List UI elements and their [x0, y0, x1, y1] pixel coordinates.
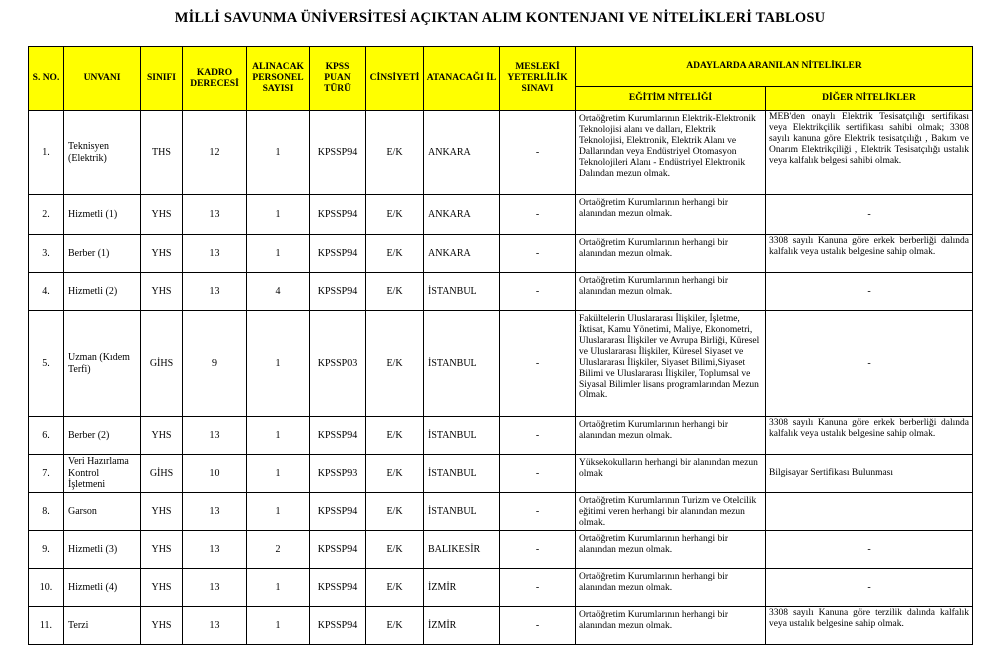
cell-diger: - — [766, 273, 973, 311]
cell-il: İSTANBUL — [424, 311, 500, 417]
cell-egitim: Yüksekokulların herhangi bir alanından mezun olmak — [576, 455, 766, 493]
cell-kadro: 13 — [183, 569, 247, 607]
cell-mesleki: - — [500, 417, 576, 455]
cell-mesleki: - — [500, 569, 576, 607]
cell-kpss: KPSSP94 — [310, 273, 366, 311]
header-cinsiyet: CİNSİYETİ — [366, 47, 424, 111]
cell-sinif: YHS — [141, 607, 183, 645]
cell-kpss: KPSSP94 — [310, 607, 366, 645]
table-row — [29, 417, 973, 455]
cell-alinacak: 1 — [247, 417, 310, 455]
cell-cinsiyet: E/K — [366, 273, 424, 311]
cell-unvan: Uzman (Kıdem Terfi) — [64, 311, 141, 417]
cell-no: 9. — [29, 531, 64, 569]
cell-diger: MEB'den onaylı Elektrik Tesisatçılığı sertifikası veya Elektrikçilik sertifikası sahibi olmak; 3308 sayılı kanuna göre Elektrik tesisatçılığı , Bakım ve Onarım Elektrikçiliği , Elektrik Tesisatçılığı ustalık veya kalfalık belgesi sahibi olmak. — [766, 111, 973, 195]
cell-kpss: KPSSP03 — [310, 311, 366, 417]
cell-kadro: 13 — [183, 235, 247, 273]
cell-diger: - — [766, 195, 973, 235]
cell-cinsiyet: E/K — [366, 311, 424, 417]
document-title: MİLLİ SAVUNMA ÜNİVERSİTESİ AÇIKTAN ALIM KONTENJANI VE NİTELİKLERİ TABLOSU — [174, 10, 826, 26]
cell-cinsiyet: E/K — [366, 235, 424, 273]
positions-table — [28, 46, 973, 645]
cell-sinif: YHS — [141, 273, 183, 311]
table-row — [29, 531, 973, 569]
cell-kadro: 9 — [183, 311, 247, 417]
cell-alinacak: 1 — [247, 569, 310, 607]
cell-mesleki: - — [500, 111, 576, 195]
cell-egitim: Ortaöğretim Kurumlarının Turizm ve Otelcilik eğitimi veren herhangi bir alanından mezun olmak. — [576, 493, 766, 531]
cell-diger: - — [766, 311, 973, 417]
cell-kadro: 13 — [183, 493, 247, 531]
cell-il: ANKARA — [424, 235, 500, 273]
cell-unvan: Hizmetli (1) — [64, 195, 141, 235]
cell-il: İZMİR — [424, 569, 500, 607]
cell-sinif: YHS — [141, 235, 183, 273]
cell-kpss: KPSSP94 — [310, 493, 366, 531]
cell-cinsiyet: E/K — [366, 569, 424, 607]
cell-sinif: GİHS — [141, 311, 183, 417]
cell-il: İSTANBUL — [424, 273, 500, 311]
cell-no: 8. — [29, 493, 64, 531]
cell-alinacak: 1 — [247, 311, 310, 417]
cell-mesleki: - — [500, 195, 576, 235]
cell-mesleki: - — [500, 607, 576, 645]
cell-kadro: 10 — [183, 455, 247, 493]
header-diger: DİĞER NİTELİKLER — [766, 87, 973, 111]
cell-egitim: Ortaöğretim Kurumlarının herhangi bir alanından mezun olmak. — [576, 195, 766, 235]
cell-sinif: YHS — [141, 417, 183, 455]
cell-kadro: 13 — [183, 195, 247, 235]
cell-kadro: 12 — [183, 111, 247, 195]
cell-no: 10. — [29, 569, 64, 607]
table-row — [29, 111, 973, 195]
cell-alinacak: 1 — [247, 455, 310, 493]
cell-diger: Bilgisayar Sertifikası Bulunması — [766, 455, 973, 493]
cell-alinacak: 2 — [247, 531, 310, 569]
cell-kpss: KPSSP94 — [310, 417, 366, 455]
cell-alinacak: 4 — [247, 273, 310, 311]
header-atanacagi: ATANACAĞI İL — [424, 47, 500, 111]
table-row — [29, 569, 973, 607]
table-row — [29, 273, 973, 311]
header-no: S. NO. — [29, 47, 64, 111]
cell-egitim: Ortaöğretim Kurumlarının herhangi bir alanından mezun olmak. — [576, 273, 766, 311]
cell-cinsiyet: E/K — [366, 607, 424, 645]
header-kadro: KADRO DERECESİ — [183, 47, 247, 111]
cell-egitim: Ortaöğretim Kurumlarının herhangi bir alanından mezun olmak. — [576, 531, 766, 569]
cell-cinsiyet: E/K — [366, 531, 424, 569]
cell-unvan: Teknisyen (Elektrik) — [64, 111, 141, 195]
cell-diger: 3308 sayılı Kanuna göre terzilik dalında kalfalık veya ustalık belgesine sahip olmak. — [766, 607, 973, 645]
table-row — [29, 311, 973, 417]
cell-no: 7. — [29, 455, 64, 493]
cell-egitim: Ortaöğretim Kurumlarının Elektrik-Elektronik Teknolojisi alanı ve dalları, Elektrik Teknolojisi, Elektronik, Elektrik Alanı ve Dallarından veya Endüstriyel Otomasyon Teknolojileri Alanı - Endüstriyel Elektronik Dalından mezun olmak. — [576, 111, 766, 195]
cell-unvan: Hizmetli (4) — [64, 569, 141, 607]
table-row — [29, 493, 973, 531]
cell-kadro: 13 — [183, 531, 247, 569]
cell-unvan: Berber (2) — [64, 417, 141, 455]
table-row — [29, 195, 973, 235]
cell-egitim: Ortaöğretim Kurumlarının herhangi bir alanından mezun olmak. — [576, 569, 766, 607]
cell-il: BALIKESİR — [424, 531, 500, 569]
header-unvan: UNVANI — [64, 47, 141, 111]
cell-no: 4. — [29, 273, 64, 311]
cell-mesleki: - — [500, 311, 576, 417]
header-kpss: KPSS PUAN TÜRÜ — [310, 47, 366, 111]
table-row — [29, 607, 973, 645]
cell-cinsiyet: E/K — [366, 111, 424, 195]
header-egitim: EĞİTİM NİTELİĞİ — [576, 87, 766, 111]
cell-sinif: YHS — [141, 493, 183, 531]
cell-sinif: YHS — [141, 569, 183, 607]
cell-diger: 3308 sayılı Kanuna göre erkek berberliği dalında kalfalık veya ustalık belgesine sahip olmak. — [766, 235, 973, 273]
cell-kpss: KPSSP94 — [310, 235, 366, 273]
cell-kadro: 13 — [183, 273, 247, 311]
cell-no: 11. — [29, 607, 64, 645]
cell-unvan: Hizmetli (2) — [64, 273, 141, 311]
cell-mesleki: - — [500, 531, 576, 569]
cell-diger — [766, 493, 973, 531]
cell-no: 2. — [29, 195, 64, 235]
cell-sinif: GİHS — [141, 455, 183, 493]
cell-alinacak: 1 — [247, 195, 310, 235]
cell-sinif: YHS — [141, 195, 183, 235]
cell-cinsiyet: E/K — [366, 417, 424, 455]
cell-unvan: Hizmetli (3) — [64, 531, 141, 569]
cell-mesleki: - — [500, 235, 576, 273]
cell-kadro: 13 — [183, 607, 247, 645]
cell-cinsiyet: E/K — [366, 455, 424, 493]
cell-sinif: THS — [141, 111, 183, 195]
cell-alinacak: 1 — [247, 607, 310, 645]
table-row — [29, 235, 973, 273]
cell-no: 6. — [29, 417, 64, 455]
cell-il: İZMİR — [424, 607, 500, 645]
cell-sinif: YHS — [141, 531, 183, 569]
cell-egitim: Ortaöğretim Kurumlarının herhangi bir alanından mezun olmak. — [576, 235, 766, 273]
cell-mesleki: - — [500, 455, 576, 493]
cell-kpss: KPSSP94 — [310, 111, 366, 195]
cell-il: ANKARA — [424, 111, 500, 195]
cell-il: İSTANBUL — [424, 417, 500, 455]
cell-alinacak: 1 — [247, 235, 310, 273]
header-sinif: SINIFI — [141, 47, 183, 111]
table-row — [29, 455, 973, 493]
cell-kpss: KPSSP94 — [310, 569, 366, 607]
cell-unvan: Garson — [64, 493, 141, 531]
header-nitelikler: ADAYLARDA ARANILAN NİTELİKLER — [576, 47, 973, 87]
cell-diger: - — [766, 531, 973, 569]
cell-unvan: Berber (1) — [64, 235, 141, 273]
cell-egitim: Fakültelerin Uluslararası İlişkiler, İşletme, İktisat, Kamu Yönetimi, Maliye, Ekonometri, Uluslararası İlişkiler ve Avrupa Birliği, Küresel ve Uluslararası İlişkiler, Küresel Siyaset ve Uluslararası İlişkiler, Siyaset Bilimi,Siyaset Bilimi ve Uluslararası İlişkiler, Toplumsal ve Siyasal Bilimler lisans programlarından Mezun Olmak. — [576, 311, 766, 417]
cell-kpss: KPSSP93 — [310, 455, 366, 493]
cell-kpss: KPSSP94 — [310, 531, 366, 569]
cell-no: 3. — [29, 235, 64, 273]
cell-no: 1. — [29, 111, 64, 195]
cell-diger: 3308 sayılı Kanuna göre erkek berberliği dalında kalfalık veya ustalık belgesine sahip olmak. — [766, 417, 973, 455]
cell-kpss: KPSSP94 — [310, 195, 366, 235]
cell-il: İSTANBUL — [424, 455, 500, 493]
cell-diger: - — [766, 569, 973, 607]
cell-unvan: Veri Hazırlama Kontrol İşletmeni — [64, 455, 141, 493]
header-mesleki: MESLEKİ YETERLİLİK SINAVI — [500, 47, 576, 111]
cell-cinsiyet: E/K — [366, 493, 424, 531]
cell-egitim: Ortaöğretim Kurumlarının herhangi bir alanından mezun olmak. — [576, 607, 766, 645]
header-alinacak: ALINACAK PERSONEL SAYISI — [247, 47, 310, 111]
cell-no: 5. — [29, 311, 64, 417]
cell-cinsiyet: E/K — [366, 195, 424, 235]
cell-alinacak: 1 — [247, 493, 310, 531]
cell-egitim: Ortaöğretim Kurumlarının herhangi bir alanından mezun olmak. — [576, 417, 766, 455]
cell-kadro: 13 — [183, 417, 247, 455]
cell-mesleki: - — [500, 493, 576, 531]
cell-il: İSTANBUL — [424, 493, 500, 531]
cell-alinacak: 1 — [247, 111, 310, 195]
cell-il: ANKARA — [424, 195, 500, 235]
cell-unvan: Terzi — [64, 607, 141, 645]
cell-mesleki: - — [500, 273, 576, 311]
